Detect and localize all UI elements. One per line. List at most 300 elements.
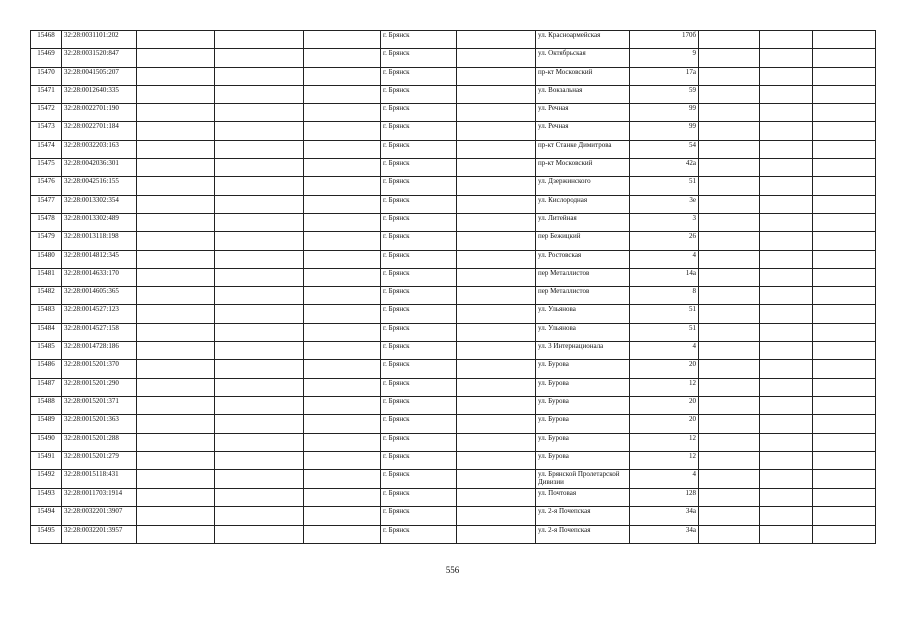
empty-cell bbox=[137, 104, 215, 122]
row-number-cell: 15477 bbox=[31, 195, 62, 213]
cadastral-number-cell: 32:28:0022701:184 bbox=[62, 122, 137, 140]
house-number-cell: 4 bbox=[630, 470, 699, 489]
empty-cell bbox=[760, 415, 813, 433]
street-cell: пер Металлистов bbox=[536, 268, 630, 286]
empty-cell bbox=[760, 85, 813, 103]
empty-cell bbox=[699, 470, 760, 489]
city-cell: г. Брянск bbox=[381, 489, 457, 507]
row-number-cell: 15494 bbox=[31, 507, 62, 525]
empty-cell bbox=[813, 85, 876, 103]
cadastral-number-cell: 32:28:0014605:365 bbox=[62, 287, 137, 305]
house-number-cell: 99 bbox=[630, 104, 699, 122]
empty-cell bbox=[215, 250, 304, 268]
empty-cell bbox=[760, 489, 813, 507]
empty-cell bbox=[457, 104, 536, 122]
empty-cell bbox=[137, 305, 215, 323]
table-row bbox=[31, 470, 876, 489]
empty-cell bbox=[215, 268, 304, 286]
empty-cell bbox=[760, 451, 813, 469]
table-row bbox=[31, 323, 876, 341]
city-cell: г. Брянск bbox=[381, 195, 457, 213]
empty-cell bbox=[760, 177, 813, 195]
empty-cell bbox=[215, 287, 304, 305]
table-row bbox=[31, 195, 876, 213]
house-number-cell: 34а bbox=[630, 507, 699, 525]
city-cell: г. Брянск bbox=[381, 470, 457, 489]
empty-cell bbox=[137, 360, 215, 378]
street-cell: ул. 3 Интернационала bbox=[536, 342, 630, 360]
cadastral-number-cell: 32:28:0013302:489 bbox=[62, 213, 137, 231]
empty-cell bbox=[760, 396, 813, 414]
empty-cell bbox=[304, 305, 381, 323]
empty-cell bbox=[699, 396, 760, 414]
empty-cell bbox=[760, 195, 813, 213]
empty-cell bbox=[137, 140, 215, 158]
cadastral-number-cell: 32:28:0012640:335 bbox=[62, 85, 137, 103]
empty-cell bbox=[760, 140, 813, 158]
house-number-cell: 99 bbox=[630, 122, 699, 140]
cadastral-number-cell: 32:28:0032203:163 bbox=[62, 140, 137, 158]
house-number-cell: 9 bbox=[630, 49, 699, 67]
street-cell: ул. Ростовская bbox=[536, 250, 630, 268]
empty-cell bbox=[457, 342, 536, 360]
row-number-cell: 15483 bbox=[31, 305, 62, 323]
empty-cell bbox=[457, 287, 536, 305]
empty-cell bbox=[457, 250, 536, 268]
table-row bbox=[31, 250, 876, 268]
empty-cell bbox=[457, 85, 536, 103]
city-cell: г. Брянск bbox=[381, 507, 457, 525]
empty-cell bbox=[137, 213, 215, 231]
empty-cell bbox=[813, 159, 876, 177]
row-number-cell: 15480 bbox=[31, 250, 62, 268]
empty-cell bbox=[137, 415, 215, 433]
table-row bbox=[31, 489, 876, 507]
empty-cell bbox=[760, 67, 813, 85]
city-cell: г. Брянск bbox=[381, 250, 457, 268]
empty-cell bbox=[215, 489, 304, 507]
empty-cell bbox=[304, 396, 381, 414]
cadastral-number-cell: 32:28:0013118:198 bbox=[62, 232, 137, 250]
empty-cell bbox=[699, 268, 760, 286]
row-number-cell: 15495 bbox=[31, 525, 62, 543]
cadastral-number-cell: 32:28:0041505:207 bbox=[62, 67, 137, 85]
cadastral-number-cell: 32:28:0014728:186 bbox=[62, 342, 137, 360]
row-number-cell: 15476 bbox=[31, 177, 62, 195]
empty-cell bbox=[699, 378, 760, 396]
row-number-cell: 15489 bbox=[31, 415, 62, 433]
empty-cell bbox=[215, 122, 304, 140]
house-number-cell: 26 bbox=[630, 232, 699, 250]
empty-cell bbox=[215, 177, 304, 195]
row-number-cell: 15493 bbox=[31, 489, 62, 507]
empty-cell bbox=[137, 122, 215, 140]
cadastral-number-cell: 32:28:0011703:1914 bbox=[62, 489, 137, 507]
empty-cell bbox=[215, 342, 304, 360]
empty-cell bbox=[760, 104, 813, 122]
empty-cell bbox=[813, 213, 876, 231]
table-row bbox=[31, 360, 876, 378]
empty-cell bbox=[813, 396, 876, 414]
empty-cell bbox=[760, 360, 813, 378]
row-number-cell: 15490 bbox=[31, 433, 62, 451]
empty-cell bbox=[304, 67, 381, 85]
cadastral-number-cell: 32:28:0014527:123 bbox=[62, 305, 137, 323]
cadastral-number-cell: 32:28:0014527:158 bbox=[62, 323, 137, 341]
empty-cell bbox=[813, 232, 876, 250]
city-cell: г. Брянск bbox=[381, 287, 457, 305]
empty-cell bbox=[137, 232, 215, 250]
empty-cell bbox=[304, 470, 381, 489]
empty-cell bbox=[699, 49, 760, 67]
city-cell: г. Брянск bbox=[381, 122, 457, 140]
empty-cell bbox=[304, 213, 381, 231]
street-cell: ул. Бурова bbox=[536, 396, 630, 414]
empty-cell bbox=[215, 85, 304, 103]
empty-cell bbox=[304, 433, 381, 451]
empty-cell bbox=[813, 49, 876, 67]
empty-cell bbox=[215, 470, 304, 489]
empty-cell bbox=[215, 49, 304, 67]
city-cell: г. Брянск bbox=[381, 451, 457, 469]
empty-cell bbox=[304, 177, 381, 195]
street-cell: пер Металлистов bbox=[536, 287, 630, 305]
empty-cell bbox=[813, 305, 876, 323]
table-row bbox=[31, 177, 876, 195]
empty-cell bbox=[304, 268, 381, 286]
street-cell: ул. Почтовая bbox=[536, 489, 630, 507]
empty-cell bbox=[699, 451, 760, 469]
table-row bbox=[31, 451, 876, 469]
house-number-cell: 14а bbox=[630, 268, 699, 286]
empty-cell bbox=[813, 433, 876, 451]
table-row bbox=[31, 85, 876, 103]
empty-cell bbox=[137, 489, 215, 507]
empty-cell bbox=[457, 396, 536, 414]
empty-cell bbox=[304, 250, 381, 268]
empty-cell bbox=[813, 378, 876, 396]
house-number-cell: 4 bbox=[630, 250, 699, 268]
cadastral-number-cell: 32:28:0014812:345 bbox=[62, 250, 137, 268]
house-number-cell: 51 bbox=[630, 305, 699, 323]
empty-cell bbox=[215, 507, 304, 525]
row-number-cell: 15481 bbox=[31, 268, 62, 286]
house-number-cell: 51 bbox=[630, 323, 699, 341]
table-row bbox=[31, 104, 876, 122]
empty-cell bbox=[813, 415, 876, 433]
row-number-cell: 15491 bbox=[31, 451, 62, 469]
house-number-cell: 12 bbox=[630, 433, 699, 451]
house-number-cell: 12 bbox=[630, 378, 699, 396]
empty-cell bbox=[699, 177, 760, 195]
street-cell: пр-кт Московский bbox=[536, 159, 630, 177]
row-number-cell: 15470 bbox=[31, 67, 62, 85]
empty-cell bbox=[304, 195, 381, 213]
street-cell: ул. Речная bbox=[536, 104, 630, 122]
cadastral-number-cell: 32:28:0042036:301 bbox=[62, 159, 137, 177]
empty-cell bbox=[699, 415, 760, 433]
empty-cell bbox=[813, 122, 876, 140]
empty-cell bbox=[304, 232, 381, 250]
empty-cell bbox=[457, 268, 536, 286]
empty-cell bbox=[457, 323, 536, 341]
empty-cell bbox=[215, 323, 304, 341]
street-cell: пр-кт Московский bbox=[536, 67, 630, 85]
street-cell: ул. Вокзальная bbox=[536, 85, 630, 103]
cadastral-number-cell: 32:28:0042516:155 bbox=[62, 177, 137, 195]
empty-cell bbox=[215, 159, 304, 177]
street-cell: ул. Красноармейская bbox=[536, 31, 630, 49]
street-cell: ул. 2-я Почепская bbox=[536, 525, 630, 543]
empty-cell bbox=[760, 525, 813, 543]
empty-cell bbox=[699, 67, 760, 85]
cadastral-number-cell: 32:28:0015201:363 bbox=[62, 415, 137, 433]
empty-cell bbox=[760, 287, 813, 305]
empty-cell bbox=[215, 195, 304, 213]
registry-rows bbox=[31, 31, 876, 544]
empty-cell bbox=[137, 268, 215, 286]
table-row bbox=[31, 415, 876, 433]
house-number-cell: 128 bbox=[630, 489, 699, 507]
empty-cell bbox=[699, 489, 760, 507]
house-number-cell: 59 bbox=[630, 85, 699, 103]
empty-cell bbox=[457, 415, 536, 433]
table-row bbox=[31, 122, 876, 140]
empty-cell bbox=[813, 451, 876, 469]
empty-cell bbox=[813, 195, 876, 213]
empty-cell bbox=[699, 104, 760, 122]
empty-cell bbox=[215, 232, 304, 250]
cadastral-number-cell: 32:28:0015201:370 bbox=[62, 360, 137, 378]
empty-cell bbox=[699, 31, 760, 49]
table-row bbox=[31, 232, 876, 250]
empty-cell bbox=[760, 342, 813, 360]
empty-cell bbox=[304, 451, 381, 469]
house-number-cell: 51 bbox=[630, 177, 699, 195]
table-row bbox=[31, 433, 876, 451]
empty-cell bbox=[304, 159, 381, 177]
empty-cell bbox=[304, 525, 381, 543]
row-number-cell: 15473 bbox=[31, 122, 62, 140]
empty-cell bbox=[813, 323, 876, 341]
empty-cell bbox=[137, 323, 215, 341]
empty-cell bbox=[137, 342, 215, 360]
empty-cell bbox=[215, 378, 304, 396]
house-number-cell: 17а bbox=[630, 67, 699, 85]
empty-cell bbox=[813, 287, 876, 305]
empty-cell bbox=[304, 287, 381, 305]
street-cell: ул. Бурова bbox=[536, 378, 630, 396]
row-number-cell: 15492 bbox=[31, 470, 62, 489]
cadastral-number-cell: 32:28:0032201:3957 bbox=[62, 525, 137, 543]
street-cell: ул. 2-я Почепская bbox=[536, 507, 630, 525]
empty-cell bbox=[813, 140, 876, 158]
empty-cell bbox=[457, 489, 536, 507]
city-cell: г. Брянск bbox=[381, 85, 457, 103]
empty-cell bbox=[137, 433, 215, 451]
empty-cell bbox=[304, 31, 381, 49]
row-number-cell: 15484 bbox=[31, 323, 62, 341]
empty-cell bbox=[699, 85, 760, 103]
empty-cell bbox=[760, 305, 813, 323]
empty-cell bbox=[760, 507, 813, 525]
empty-cell bbox=[215, 433, 304, 451]
city-cell: г. Брянск bbox=[381, 177, 457, 195]
city-cell: г. Брянск bbox=[381, 268, 457, 286]
cadastral-number-cell: 32:28:0031520:847 bbox=[62, 49, 137, 67]
empty-cell bbox=[457, 507, 536, 525]
empty-cell bbox=[215, 451, 304, 469]
empty-cell bbox=[137, 250, 215, 268]
empty-cell bbox=[304, 85, 381, 103]
empty-cell bbox=[699, 323, 760, 341]
house-number-cell: 54 bbox=[630, 140, 699, 158]
city-cell: г. Брянск bbox=[381, 525, 457, 543]
empty-cell bbox=[457, 378, 536, 396]
row-number-cell: 15487 bbox=[31, 378, 62, 396]
empty-cell bbox=[699, 122, 760, 140]
city-cell: г. Брянск bbox=[381, 360, 457, 378]
street-cell: ул. Брянской Пролетарской Дивизии bbox=[536, 470, 630, 489]
house-number-cell: 170б bbox=[630, 31, 699, 49]
table-row bbox=[31, 507, 876, 525]
empty-cell bbox=[137, 177, 215, 195]
empty-cell bbox=[304, 489, 381, 507]
house-number-cell: 8 bbox=[630, 287, 699, 305]
empty-cell bbox=[760, 250, 813, 268]
city-cell: г. Брянск bbox=[381, 213, 457, 231]
empty-cell bbox=[457, 232, 536, 250]
street-cell: ул. Литейная bbox=[536, 213, 630, 231]
row-number-cell: 15488 bbox=[31, 396, 62, 414]
empty-cell bbox=[304, 415, 381, 433]
row-number-cell: 15485 bbox=[31, 342, 62, 360]
row-number-cell: 15479 bbox=[31, 232, 62, 250]
table-row bbox=[31, 305, 876, 323]
empty-cell bbox=[699, 195, 760, 213]
empty-cell bbox=[215, 360, 304, 378]
empty-cell bbox=[699, 232, 760, 250]
empty-cell bbox=[137, 451, 215, 469]
empty-cell bbox=[760, 213, 813, 231]
cadastral-number-cell: 32:28:0015201:290 bbox=[62, 378, 137, 396]
table-row bbox=[31, 287, 876, 305]
row-number-cell: 15475 bbox=[31, 159, 62, 177]
row-number-cell: 15474 bbox=[31, 140, 62, 158]
empty-cell bbox=[699, 140, 760, 158]
empty-cell bbox=[813, 268, 876, 286]
cadastral-number-cell: 32:28:0015118:431 bbox=[62, 470, 137, 489]
empty-cell bbox=[813, 177, 876, 195]
empty-cell bbox=[137, 396, 215, 414]
city-cell: г. Брянск bbox=[381, 140, 457, 158]
street-cell: ул. Ульянова bbox=[536, 323, 630, 341]
empty-cell bbox=[137, 159, 215, 177]
empty-cell bbox=[457, 451, 536, 469]
street-cell: ул. Октябрьская bbox=[536, 49, 630, 67]
empty-cell bbox=[457, 49, 536, 67]
empty-cell bbox=[215, 305, 304, 323]
cadastral-number-cell: 32:28:0015201:288 bbox=[62, 433, 137, 451]
cadastral-number-cell: 32:28:0022701:190 bbox=[62, 104, 137, 122]
empty-cell bbox=[304, 104, 381, 122]
empty-cell bbox=[813, 525, 876, 543]
empty-cell bbox=[215, 396, 304, 414]
street-cell: ул. Бурова bbox=[536, 360, 630, 378]
empty-cell bbox=[457, 433, 536, 451]
table-row bbox=[31, 525, 876, 543]
empty-cell bbox=[457, 122, 536, 140]
table-row bbox=[31, 342, 876, 360]
empty-cell bbox=[457, 470, 536, 489]
empty-cell bbox=[457, 159, 536, 177]
house-number-cell: 20 bbox=[630, 396, 699, 414]
empty-cell bbox=[215, 415, 304, 433]
table-row bbox=[31, 31, 876, 49]
cadastral-number-cell: 32:28:0013302:354 bbox=[62, 195, 137, 213]
city-cell: г. Брянск bbox=[381, 232, 457, 250]
empty-cell bbox=[699, 287, 760, 305]
empty-cell bbox=[304, 49, 381, 67]
row-number-cell: 15472 bbox=[31, 104, 62, 122]
empty-cell bbox=[699, 213, 760, 231]
city-cell: г. Брянск bbox=[381, 378, 457, 396]
table-row bbox=[31, 378, 876, 396]
cadastral-number-cell: 32:28:0032201:3907 bbox=[62, 507, 137, 525]
empty-cell bbox=[215, 140, 304, 158]
empty-cell bbox=[760, 49, 813, 67]
street-cell: пр-кт Станке Димитрова bbox=[536, 140, 630, 158]
empty-cell bbox=[137, 287, 215, 305]
house-number-cell: 4 bbox=[630, 342, 699, 360]
empty-cell bbox=[760, 323, 813, 341]
empty-cell bbox=[813, 470, 876, 489]
cadastral-number-cell: 32:28:0031101:202 bbox=[62, 31, 137, 49]
empty-cell bbox=[304, 140, 381, 158]
empty-cell bbox=[137, 85, 215, 103]
empty-cell bbox=[813, 67, 876, 85]
row-number-cell: 15478 bbox=[31, 213, 62, 231]
street-cell: ул. Бурова bbox=[536, 433, 630, 451]
house-number-cell: 12 bbox=[630, 451, 699, 469]
empty-cell bbox=[457, 525, 536, 543]
empty-cell bbox=[215, 213, 304, 231]
empty-cell bbox=[457, 140, 536, 158]
table-row bbox=[31, 268, 876, 286]
table-row bbox=[31, 67, 876, 85]
empty-cell bbox=[137, 195, 215, 213]
empty-cell bbox=[760, 159, 813, 177]
empty-cell bbox=[760, 378, 813, 396]
city-cell: г. Брянск bbox=[381, 433, 457, 451]
city-cell: г. Брянск bbox=[381, 323, 457, 341]
page-number: 556 bbox=[445, 565, 460, 575]
table-row bbox=[31, 396, 876, 414]
empty-cell bbox=[699, 433, 760, 451]
house-number-cell: 42а bbox=[630, 159, 699, 177]
row-number-cell: 15469 bbox=[31, 49, 62, 67]
empty-cell bbox=[457, 177, 536, 195]
house-number-cell: 20 bbox=[630, 415, 699, 433]
city-cell: г. Брянск bbox=[381, 31, 457, 49]
empty-cell bbox=[457, 305, 536, 323]
row-number-cell: 15482 bbox=[31, 287, 62, 305]
empty-cell bbox=[699, 342, 760, 360]
city-cell: г. Брянск bbox=[381, 305, 457, 323]
empty-cell bbox=[457, 67, 536, 85]
empty-cell bbox=[813, 360, 876, 378]
house-number-cell: 20 bbox=[630, 360, 699, 378]
